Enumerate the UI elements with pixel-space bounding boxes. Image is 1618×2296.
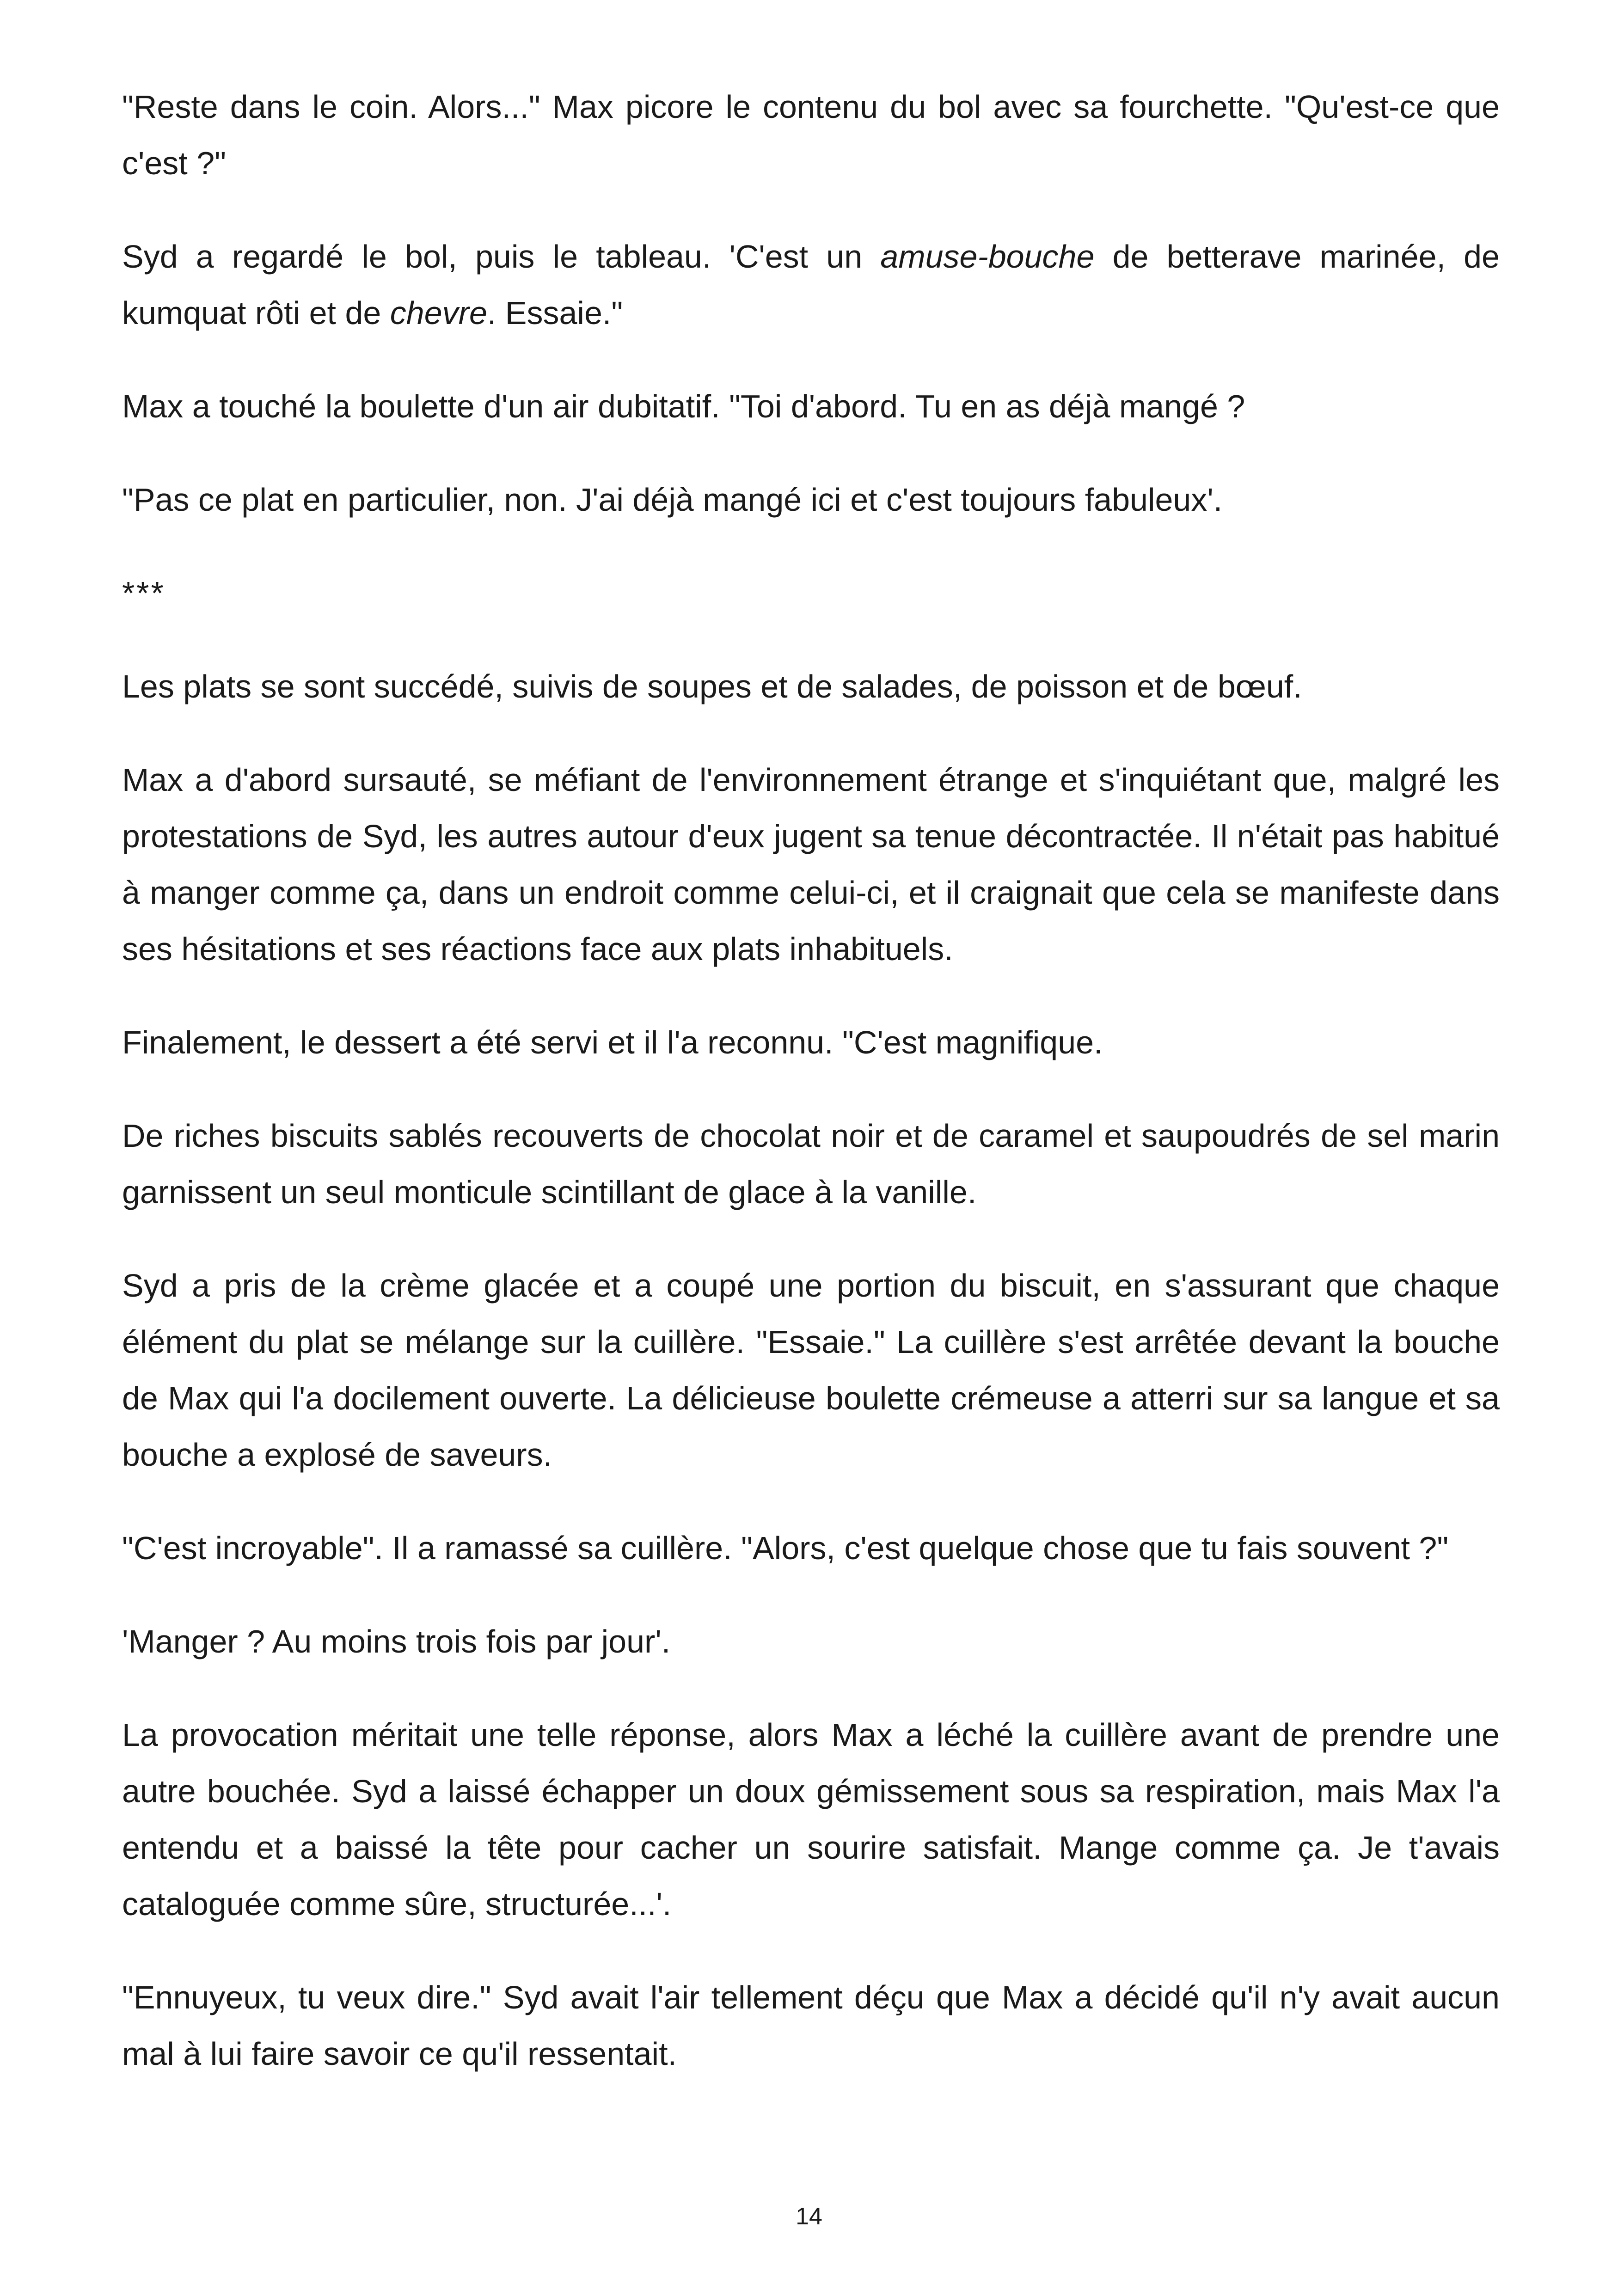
text-run: Max a touché la boulette d'un air dubitatif. "Toi d'abord. Tu en as déjà mangé ? — [122, 388, 1245, 424]
text-run: Max a d'abord sursauté, se méfiant de l'environnement étrange et s'inquiétant que, malgré les protestations de Syd, les autres autour d'eux jugent sa tenue décontractée. Il n'était pas habitué à manger comme ça, dans un endroit comme celui-ci, et il craignait que cela se manifeste dans ses hésitations et ses réactions face aux plats inhabituels. — [122, 762, 1500, 967]
section-separator — [122, 565, 1500, 621]
paragraph — [122, 228, 1500, 341]
text-run: . Essaie." — [487, 295, 623, 331]
italic-text: chevre — [390, 295, 487, 331]
page-body — [122, 79, 1500, 2119]
text-run: Syd a pris de la crème glacée et a coupé une portion du biscuit, en s'assurant que chaque élément du plat se mélange sur la cuillère. "Essaie." La cuillère s'est arrêtée devant la bouche de Max qui l'a docilement ouverte. La délicieuse boulette crémeuse a atterri sur sa langue et sa bouche a explosé de saveurs. — [122, 1267, 1500, 1473]
paragraph — [122, 752, 1500, 977]
text-run: Finalement, le dessert a été servi et il l'a reconnu. "C'est magnifique. — [122, 1024, 1103, 1060]
paragraph — [122, 1707, 1500, 1932]
paragraph — [122, 658, 1500, 715]
text-run: La provocation méritait une telle réponse, alors Max a léché la cuillère avant de prendre une autre bouchée. Syd a laissé échapper un doux gémissement sous sa respiration, mais Max l'a entendu et a baissé la tête pour cacher un sourire satisfait. Mange comme ça. Je t'avais cataloguée comme sûre, structurée...'. — [122, 1717, 1500, 1922]
text-run: de betterave marinée, de kumquat rôti et de — [122, 239, 1500, 331]
text-run: "Pas ce plat en particulier, non. J'ai déjà mangé ici et c'est toujours fabuleux'. — [122, 482, 1223, 518]
text-run: "Ennuyeux, tu veux dire." Syd avait l'air tellement déçu que Max a décidé qu'il n'y avait aucun mal à lui faire savoir ce qu'il ressentait. — [122, 1979, 1500, 2072]
paragraph — [122, 1014, 1500, 1071]
paragraph — [122, 79, 1500, 191]
paragraph — [122, 471, 1500, 528]
paragraph — [122, 1108, 1500, 1220]
italic-text: amuse-bouche — [880, 239, 1095, 275]
paragraph — [122, 1969, 1500, 2082]
text-run: "Reste dans le coin. Alors..." Max picore le contenu du bol avec sa fourchette. "Qu'est-ce que c'est ?" — [122, 89, 1500, 181]
paragraph — [122, 1613, 1500, 1670]
text-run: Les plats se sont succédé, suivis de soupes et de salades, de poisson et de bœuf. — [122, 668, 1302, 704]
text-run: Syd a regardé le bol, puis le tableau. 'C'est un — [122, 239, 881, 275]
paragraph — [122, 1520, 1500, 1576]
paragraph — [122, 378, 1500, 435]
text-run: "C'est incroyable". Il a ramassé sa cuillère. "Alors, c'est quelque chose que tu fais souvent ?" — [122, 1530, 1449, 1566]
paragraph — [122, 1257, 1500, 1483]
text-run: De riches biscuits sablés recouverts de chocolat noir et de caramel et saupoudrés de sel marin garnissent un seul monticule scintillant de glace à la vanille. — [122, 1118, 1500, 1210]
page-number: 14 — [796, 2203, 822, 2230]
text-run: *** — [122, 575, 165, 611]
text-run: 'Manger ? Au moins trois fois par jour'. — [122, 1623, 671, 1659]
